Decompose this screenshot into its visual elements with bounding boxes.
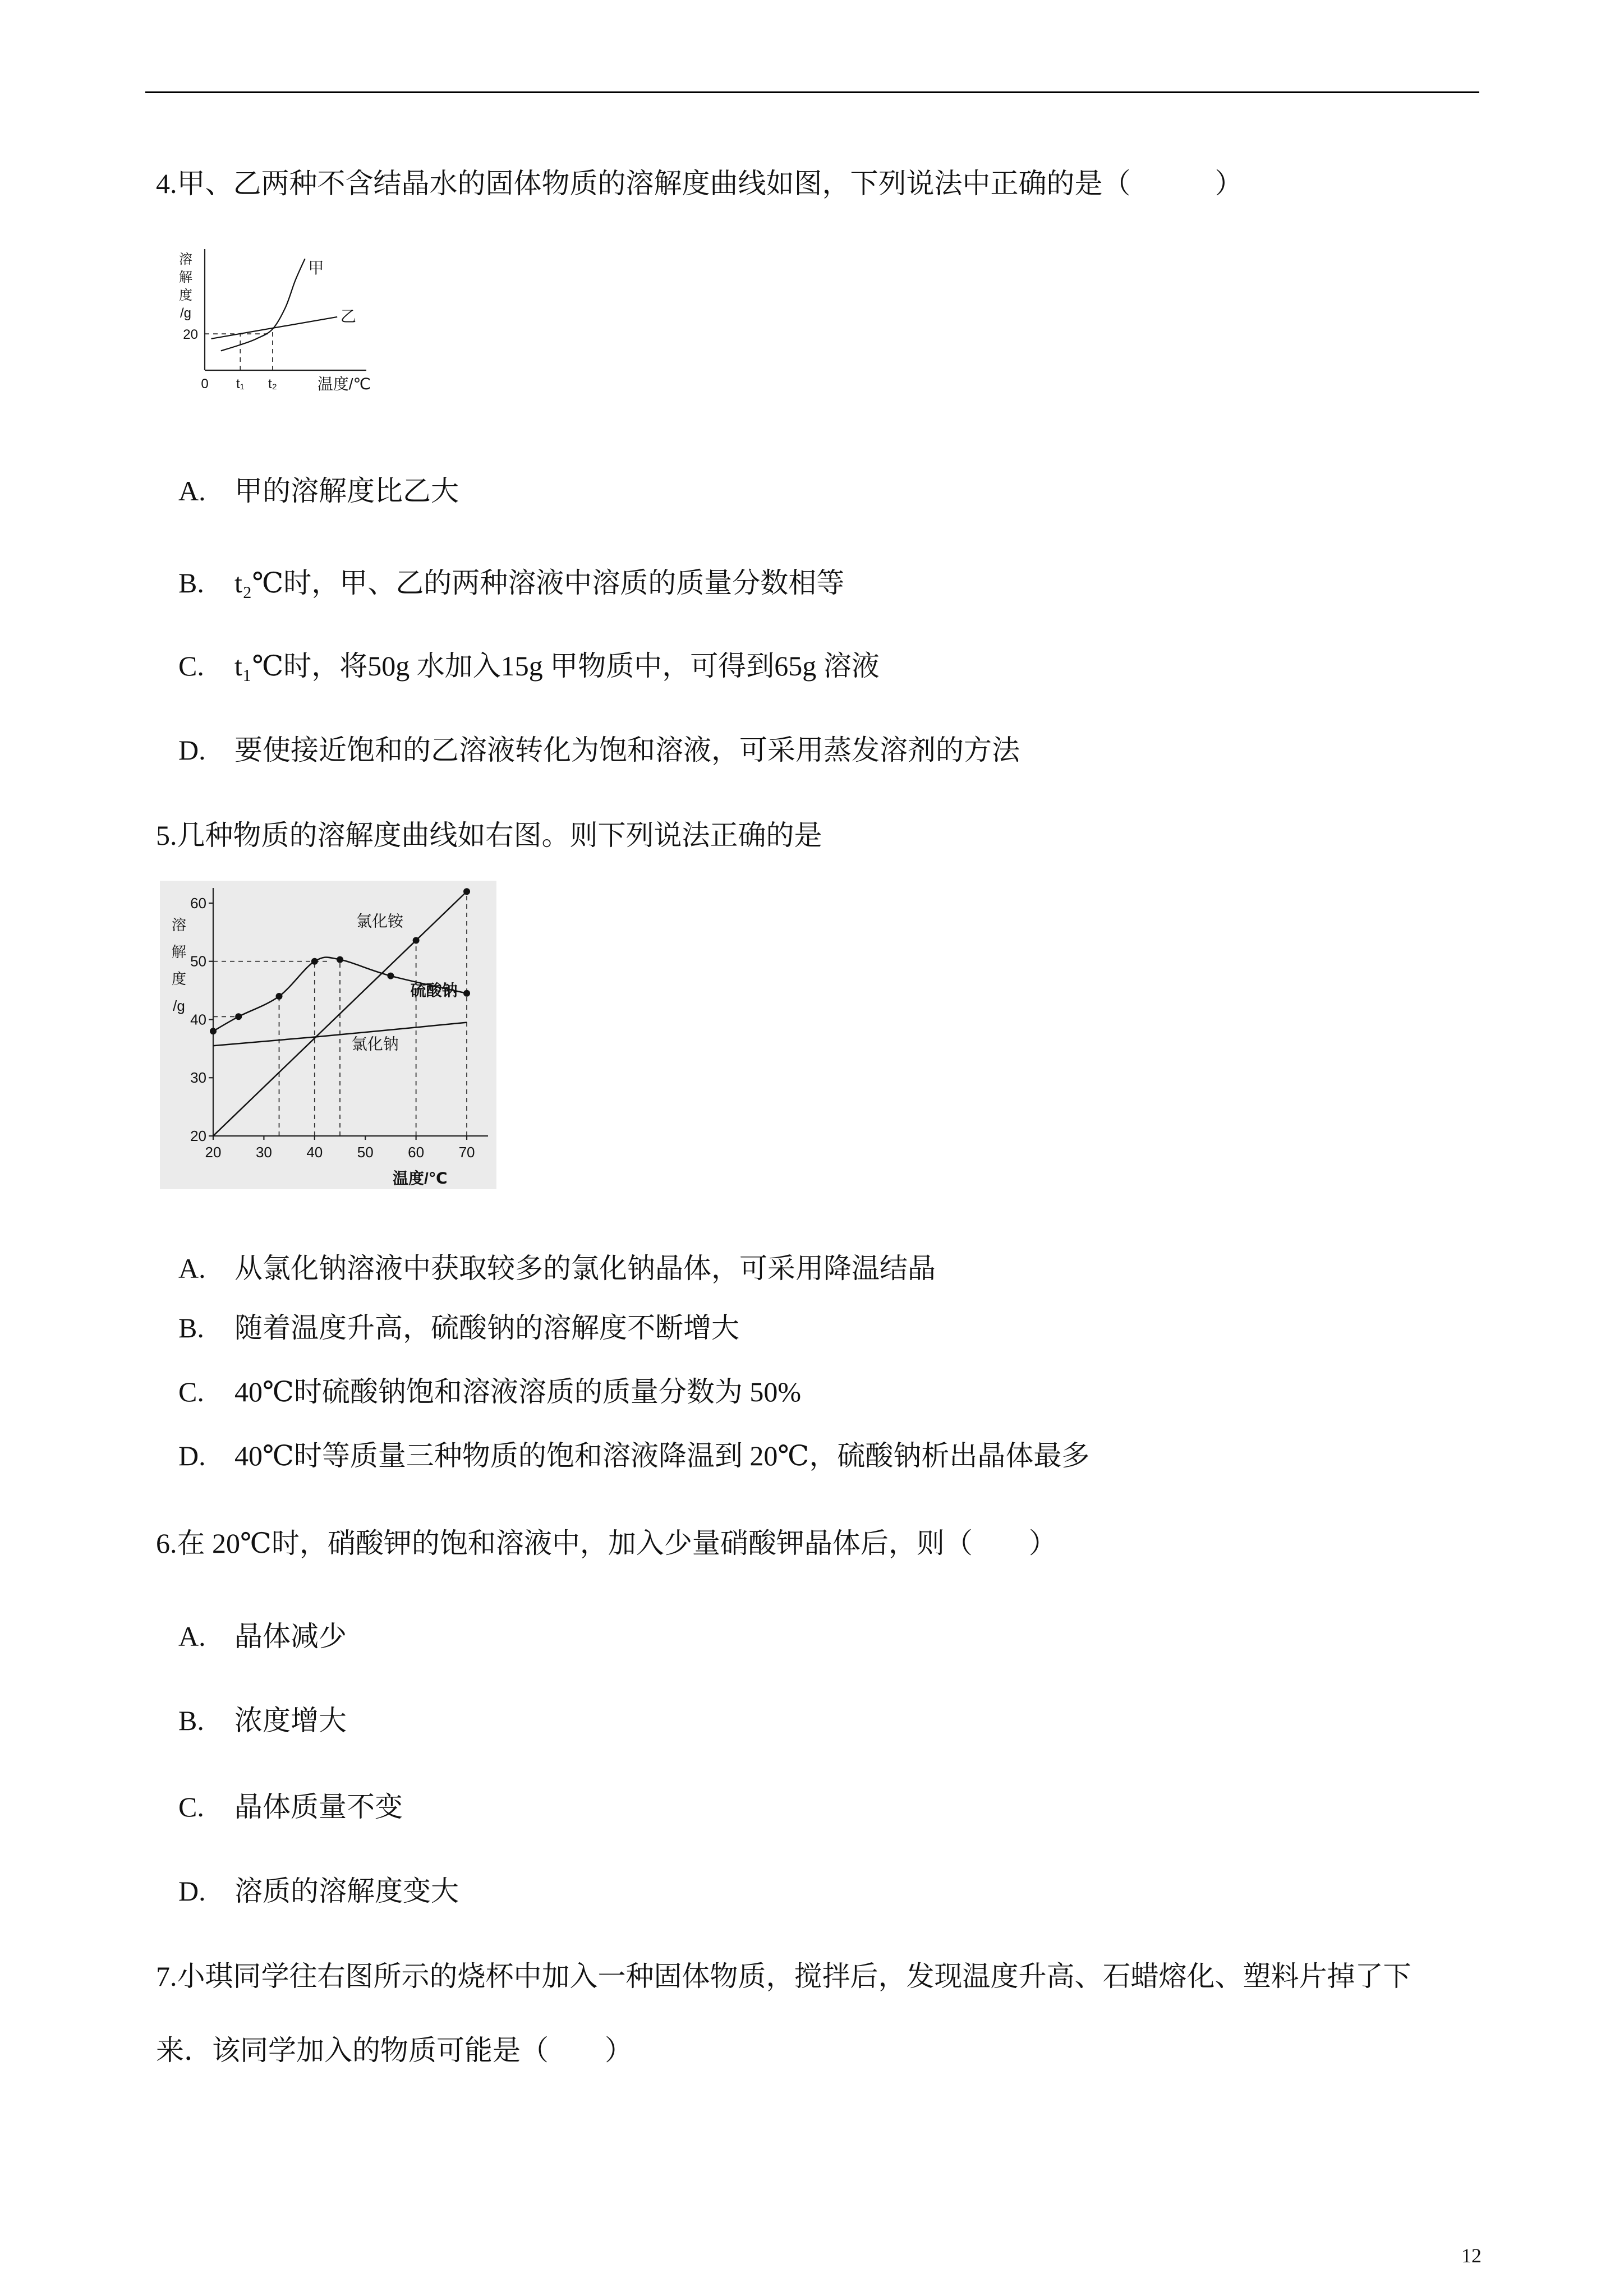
svg-text:t₁: t₁ (236, 376, 245, 392)
question-5-option-a (178, 1251, 936, 1286)
svg-text:乙: 乙 (340, 307, 356, 325)
page-number: 12 (1461, 2244, 1482, 2267)
option-label: B. (178, 1312, 204, 1343)
svg-text:20: 20 (205, 1144, 222, 1161)
svg-text:溶: 溶 (179, 252, 192, 267)
option-label: D. (178, 1440, 206, 1471)
question-5-option-d (178, 1438, 1089, 1474)
option-label: A. (178, 1621, 206, 1652)
question-4-option-c (178, 648, 880, 684)
header-rule (145, 91, 1479, 93)
option-text: 晶体质量不变 (234, 1791, 403, 1823)
question-7-text-line-2: 来．该同学加入的物质可能是（ ） (156, 2035, 633, 2066)
svg-text:60: 60 (408, 1144, 425, 1161)
question-4-option-b (178, 565, 844, 601)
question-4-option-a (178, 473, 459, 509)
svg-text:40: 40 (190, 1011, 206, 1028)
svg-text:甲: 甲 (308, 259, 324, 277)
svg-text:30: 30 (255, 1144, 272, 1161)
option-text: 晶体减少 (234, 1621, 347, 1652)
option-text: 甲的溶解度比乙大 (234, 475, 459, 507)
svg-text:20: 20 (183, 327, 198, 343)
option-label: B. (178, 567, 204, 599)
option-label: C. (178, 650, 204, 682)
question-5-option-c (178, 1374, 801, 1410)
svg-text:t₂: t₂ (268, 376, 277, 392)
option-text: 40℃时硫酸钠饱和溶液溶质的质量分数为 50% (234, 1376, 802, 1407)
svg-text:40: 40 (306, 1144, 323, 1161)
svg-text:50: 50 (357, 1144, 374, 1161)
svg-text:度: 度 (171, 970, 187, 987)
question-6-option-b (178, 1703, 347, 1738)
question-7-text-line-1: 7.小琪同学往右图所示的烧杯中加入一种固体物质，搅拌后，发现温度升高、石蜡熔化、塑料片掉了下 (156, 1961, 1411, 1992)
svg-text:/g: /g (173, 997, 185, 1014)
q4-solubility-chart (171, 241, 373, 404)
svg-text:60: 60 (190, 894, 206, 912)
svg-text:氯化钠: 氯化钠 (351, 1035, 399, 1053)
svg-text:溶: 溶 (171, 917, 187, 933)
svg-text:解: 解 (179, 270, 192, 285)
question-4-option-d (178, 733, 1020, 768)
option-label: A. (178, 1253, 206, 1284)
option-text: t₁℃时，将50g 水加入15g 甲物质中，可得到65g 溶液 (234, 650, 880, 682)
svg-text:硫酸钠: 硫酸钠 (410, 981, 458, 999)
q5-solubility-chart (160, 881, 496, 1189)
svg-text:度: 度 (179, 288, 192, 303)
question-6-option-a (178, 1619, 347, 1654)
question-5-option-b (178, 1310, 739, 1346)
question-6-option-d (178, 1874, 459, 1909)
question-6-option-c (178, 1789, 403, 1825)
svg-text:0: 0 (201, 376, 209, 392)
svg-text:温度/℃: 温度/℃ (393, 1170, 448, 1187)
option-text: 40℃时等质量三种物质的饱和溶液降温到 20℃，硫酸钠析出晶体最多 (234, 1440, 1090, 1471)
svg-text:30: 30 (190, 1069, 206, 1087)
svg-text:/g: /g (180, 306, 192, 321)
svg-text:20: 20 (190, 1128, 206, 1144)
svg-text:解: 解 (171, 944, 187, 960)
option-text: 要使接近饱和的乙溶液转化为饱和溶液，可采用蒸发溶剂的方法 (234, 734, 1020, 766)
option-label: D. (178, 1875, 206, 1907)
question-5-figure (160, 881, 496, 1192)
svg-text:氯化铵: 氯化铵 (356, 912, 403, 930)
option-label: D. (178, 734, 206, 766)
option-text: t₂℃时，甲、乙的两种溶液中溶质的质量分数相等 (234, 567, 845, 599)
question-4-stem: 4.甲、乙两种不含结晶水的固体物质的溶解度曲线如图，下列说法中正确的是（ ） (156, 168, 1243, 199)
question-6-stem: 6.在 20℃时，硝酸钾的饱和溶液中，加入少量硝酸钾晶体后，则（ ） (156, 1527, 1057, 1559)
option-label: B. (178, 1705, 204, 1736)
option-label: C. (178, 1376, 204, 1407)
option-text: 随着温度升高，硫酸钠的溶解度不断增大 (234, 1312, 739, 1343)
option-text: 从氯化钠溶液中获取较多的氯化钠晶体，可采用降温结晶 (234, 1253, 936, 1284)
option-label: A. (178, 475, 206, 507)
option-label: C. (178, 1791, 204, 1823)
question-5-stem: 5.几种物质的溶解度曲线如右图。则下列说法正确的是 (156, 820, 822, 851)
svg-text:70: 70 (458, 1144, 475, 1161)
svg-text:50: 50 (190, 953, 206, 970)
question-4-figure (171, 241, 373, 407)
option-text: 溶质的溶解度变大 (234, 1875, 459, 1907)
svg-text:温度/℃: 温度/℃ (317, 375, 371, 393)
option-text: 浓度增大 (234, 1705, 347, 1736)
